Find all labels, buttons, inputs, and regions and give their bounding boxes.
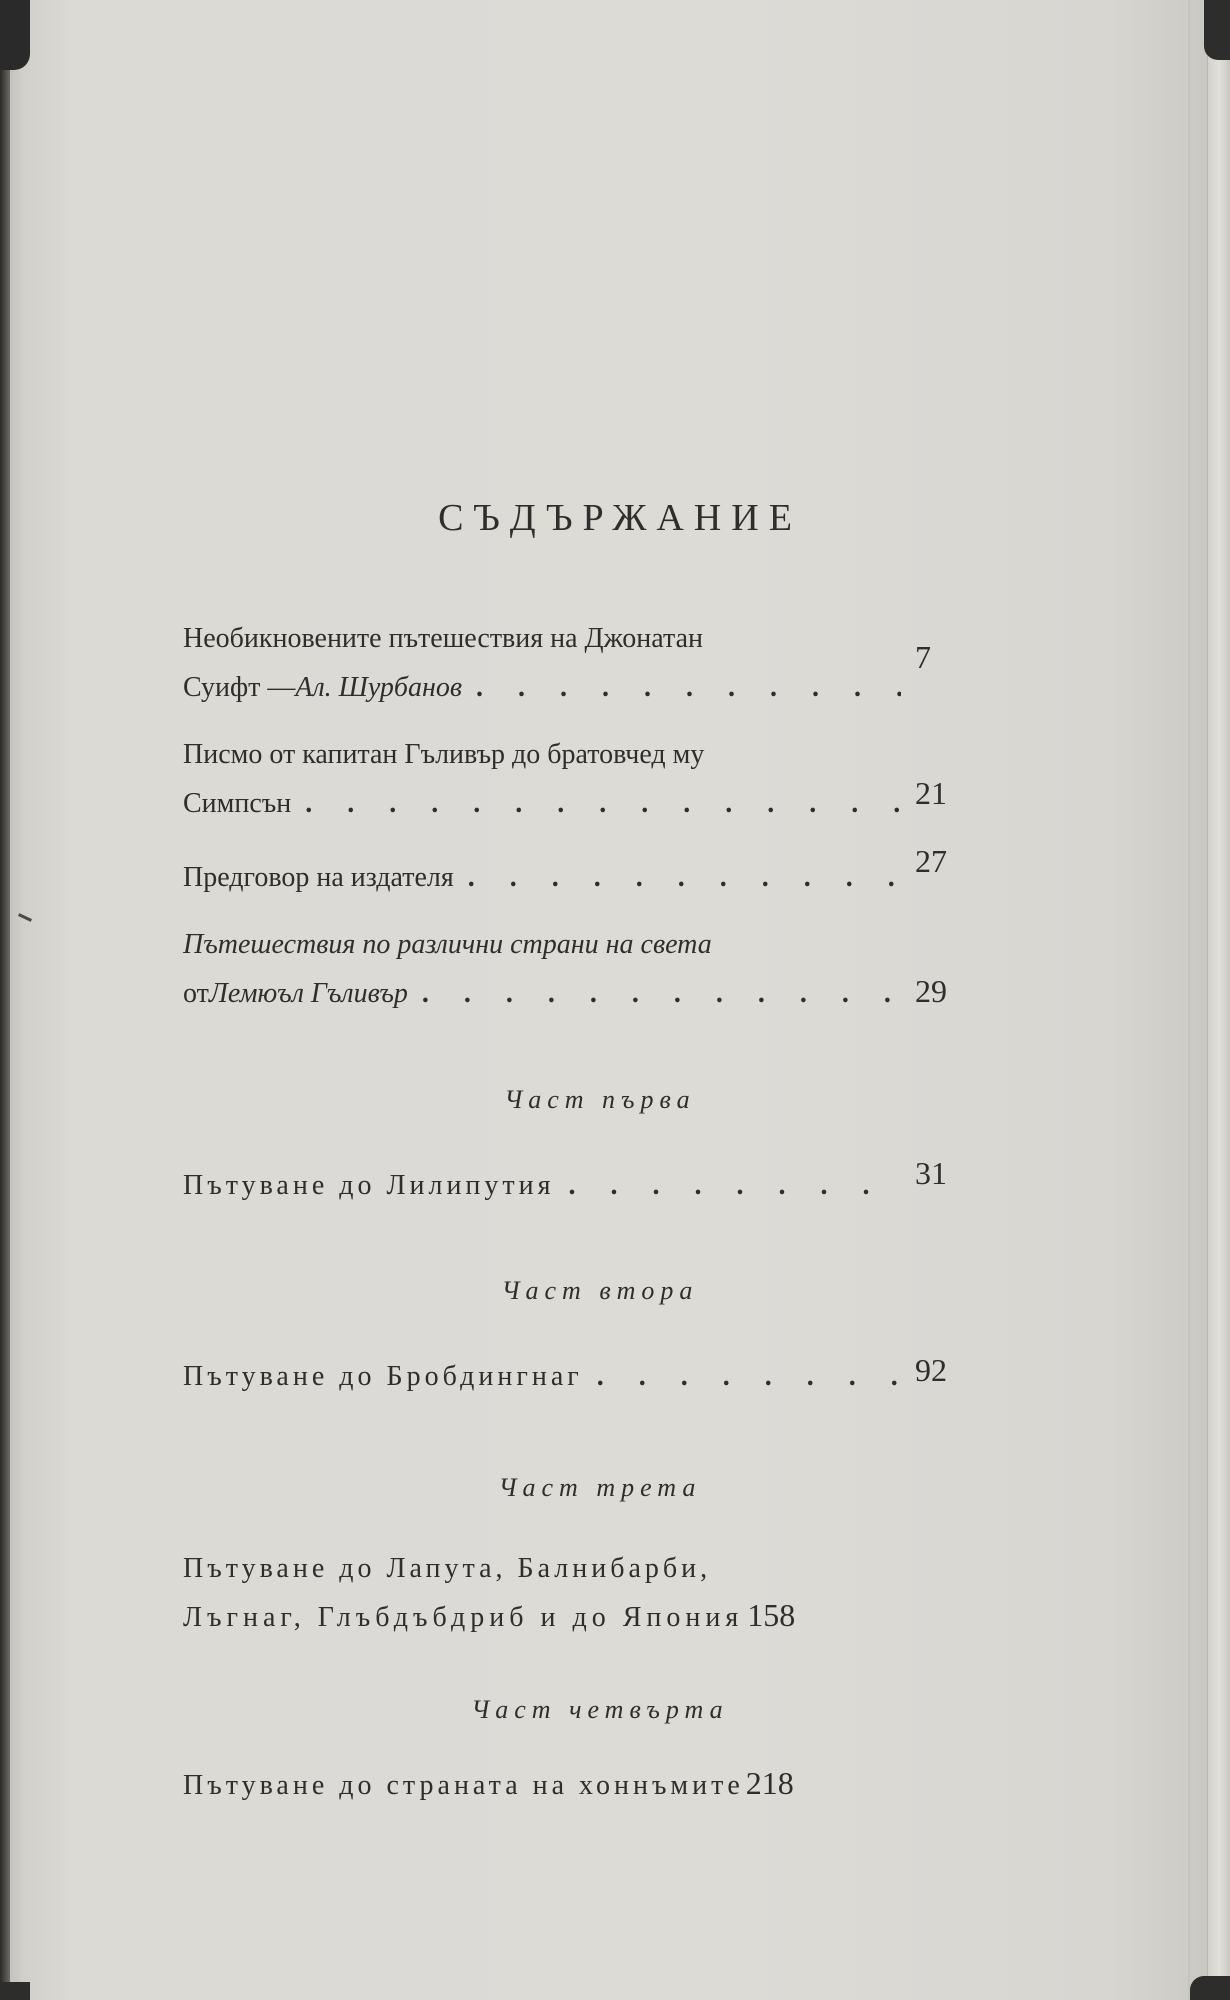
toc-entry-author: Ал. Шурбанов: [295, 672, 463, 703]
toc-leader-dots: [462, 665, 901, 711]
toc-page-number: 218: [745, 1765, 794, 1801]
toc-leader-dots: [291, 781, 901, 827]
toc-entry-line: [183, 922, 995, 968]
toc-entry-text: Пътуване до Лилипутия: [183, 1170, 555, 1201]
toc-entry-part-4: [183, 1760, 995, 1809]
page-right-edge: [1207, 0, 1230, 2000]
toc-entry-letter: [183, 732, 995, 827]
toc-entry-text: Суифт —: [183, 672, 296, 703]
toc-entry-line: [183, 968, 995, 1017]
toc-page-number: 158: [747, 1597, 796, 1633]
toc-entry-line: [183, 732, 995, 778]
toc-page-number: 31: [915, 1155, 947, 1191]
toc-entry-preface: [183, 843, 995, 901]
toc-entry-part-3: [183, 1546, 995, 1641]
toc-entry-text: Лъгнаг, Глъбдъбдриб и до Япония: [183, 1602, 744, 1633]
toc-page-number: 21: [915, 775, 947, 811]
toc-page-number: 29: [915, 973, 947, 1009]
toc-page-number: 92: [915, 1352, 947, 1388]
cover-corner-bottom-right: [1190, 1976, 1230, 2000]
toc-entry-text: Пътуване до Лапута, Балнибарби,: [183, 1553, 712, 1584]
part-heading-2: Част втора: [501, 1276, 699, 1305]
toc-entry-line: [183, 639, 995, 711]
toc-entry-line: [183, 843, 995, 901]
toc-entry-intro-essay: [183, 616, 995, 711]
cover-corner-bottom-left: [0, 1982, 30, 2000]
toc-entry-line: [183, 1351, 995, 1400]
part-heading-1: Част първа: [504, 1085, 696, 1114]
toc-leader-dots: [555, 1163, 901, 1209]
toc-entry-line: [183, 1546, 995, 1592]
toc-entry-part-1: [183, 1155, 995, 1209]
cover-corner-top-left: [0, 0, 30, 70]
cover-corner-top-right: [1204, 0, 1230, 60]
toc-entry-line: [183, 1592, 995, 1641]
toc-entry-text: от: [183, 978, 209, 1009]
toc-page-number: 27: [915, 843, 947, 879]
part-heading-3: Част трета: [498, 1473, 702, 1502]
toc-title: СЪДЪРЖАНИЕ: [438, 497, 802, 539]
part-heading-4: Част четвърта: [471, 1695, 729, 1724]
toc-leader-dots: [583, 1354, 901, 1400]
toc-page-number: 7: [915, 639, 931, 675]
toc-entry-line: [183, 1155, 995, 1209]
toc-entry-text: Пътуване до Бробдингнаг: [183, 1361, 583, 1392]
toc-entry-text: Предговор на издателя: [183, 862, 454, 893]
toc-leader-dots: [408, 971, 901, 1017]
toc-entry-travels: [183, 922, 995, 1017]
toc-entry-line: [183, 1760, 995, 1809]
toc-entry-text: Писмо от капитан Гъливър до братовчед му: [183, 739, 705, 770]
toc-entry-line: [183, 616, 905, 662]
toc-entry-line: [183, 775, 995, 827]
toc-entry-text: Пътуване до страната на хоннъмите: [183, 1770, 744, 1801]
toc-entry-text: Необикновените пътешествия на Джонатан: [183, 623, 703, 654]
toc-entry-text: Пътешествия по различни страни на света: [183, 929, 712, 960]
page-margin-mark: [18, 913, 32, 922]
toc-entry-text: Симпсън: [183, 788, 292, 819]
toc-entry-author: Лемюъл Гъливър: [208, 978, 408, 1009]
toc-leader-dots: [454, 855, 901, 901]
toc-entry-part-2: [183, 1351, 995, 1400]
